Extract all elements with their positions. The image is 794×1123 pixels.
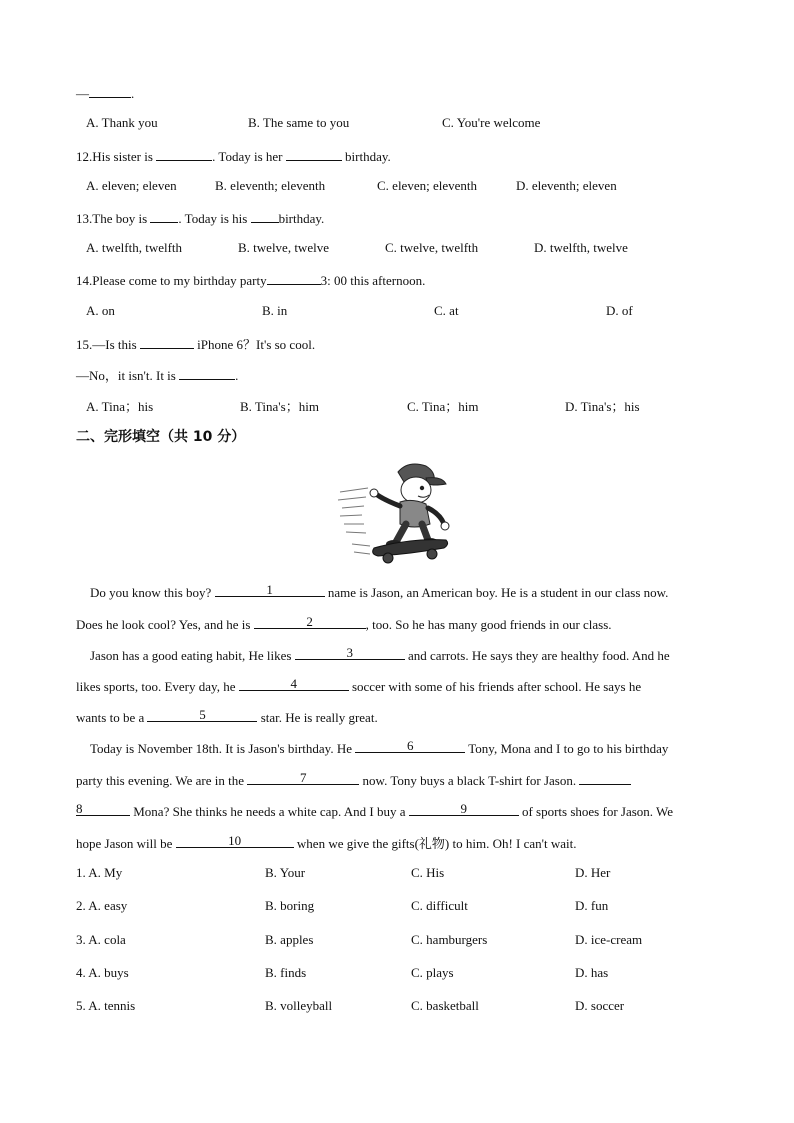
- answer-blank[interactable]: [251, 209, 279, 223]
- q15-option-a[interactable]: A. Tina；his: [86, 399, 154, 414]
- question-13: 13.The boy is . Today is his birthday.: [76, 211, 325, 226]
- cloze-blank-9[interactable]: 9: [409, 802, 519, 816]
- q13-option-c[interactable]: C. twelve, twelfth: [385, 240, 479, 255]
- cloze-blank-5[interactable]: 5: [147, 708, 257, 722]
- passage-line-7: party this evening. We are in the 7 now. Tony buys a black T-shirt for Jason.: [76, 771, 631, 789]
- cloze-1-option-b[interactable]: B. Your: [265, 865, 306, 880]
- q15-option-b[interactable]: B. Tina's；him: [240, 399, 319, 414]
- cloze-2-option-d[interactable]: D. fun: [575, 898, 609, 913]
- passage-line-5: wants to be a 5 star. He is really great.: [76, 707, 378, 725]
- question-15-reply: —No，it isn't. It is .: [76, 368, 239, 383]
- cloze-blank-1[interactable]: 1: [215, 583, 325, 597]
- q13-option-a[interactable]: A. twelfth, twelfth: [86, 240, 183, 255]
- question-14: 14.Please come to my birthday party 3: 00 this afternoon.: [76, 273, 426, 288]
- cloze-5-option-c[interactable]: C. basketball: [411, 998, 479, 1013]
- answer-blank[interactable]: [267, 271, 321, 285]
- q11-option-a[interactable]: A. Thank you: [86, 115, 158, 130]
- cloze-blank-10[interactable]: 10: [176, 834, 294, 848]
- q12-option-b[interactable]: B. eleventh; eleventh: [215, 178, 326, 193]
- cloze-blank-8[interactable]: 8: [76, 802, 130, 816]
- q14-option-b[interactable]: B. in: [262, 303, 288, 318]
- cloze-5-option-a[interactable]: 5. A. tennis: [76, 998, 136, 1013]
- q15-option-c[interactable]: C. Tina；him: [407, 399, 479, 414]
- q12-option-a[interactable]: A. eleven; eleven: [86, 178, 177, 193]
- answer-blank[interactable]: [89, 84, 131, 98]
- question-12: 12.His sister is . Today is her birthday.: [76, 149, 391, 164]
- q13-option-d[interactable]: D. twelfth, twelve: [534, 240, 628, 255]
- cloze-2-option-a[interactable]: 2. A. easy: [76, 898, 128, 913]
- cloze-3-option-d[interactable]: D. ice-cream: [575, 932, 643, 947]
- q11-option-c[interactable]: C. You're welcome: [442, 115, 541, 130]
- passage-line-1: Do you know this boy? 1 name is Jason, an American boy. He is a student in our class now.: [90, 582, 669, 600]
- cloze-5-option-d[interactable]: D. soccer: [575, 998, 625, 1013]
- q11-answer-line: — .: [76, 86, 135, 101]
- cloze-blank-4[interactable]: 4: [239, 677, 349, 691]
- cloze-blank-8-start[interactable]: [579, 771, 631, 785]
- q12-option-c[interactable]: C. eleven; eleventh: [377, 178, 477, 193]
- q12-option-d[interactable]: D. eleventh; eleven: [516, 178, 617, 193]
- cloze-4-option-a[interactable]: 4. A. buys: [76, 965, 129, 980]
- passage-line-4: likes sports, too. Every day, he 4 soccer with some of his friends after school. He says he: [76, 676, 642, 694]
- cloze-5-option-b[interactable]: B. volleyball: [265, 998, 333, 1013]
- cloze-2-option-c[interactable]: C. difficult: [411, 898, 468, 913]
- q14-option-d[interactable]: D. of: [606, 303, 633, 318]
- passage-line-8: 8 Mona? She thinks he needs a white cap. And I buy a 9 of sports shoes for Jason. We: [76, 801, 674, 819]
- cloze-blank-3[interactable]: 3: [295, 646, 405, 660]
- cloze-blank-6[interactable]: 6: [355, 739, 465, 753]
- passage-line-9: hope Jason will be 10 when we give the gifts(礼物) to him. Oh! I can't wait.: [76, 833, 577, 851]
- q14-option-a[interactable]: A. on: [86, 303, 115, 318]
- cloze-4-option-c[interactable]: C. plays: [411, 965, 454, 980]
- cloze-3-option-c[interactable]: C. hamburgers: [411, 932, 488, 947]
- question-15: 15.—Is this iPhone 6？It's so cool.: [76, 337, 316, 352]
- answer-blank[interactable]: [140, 335, 194, 349]
- answer-blank[interactable]: [156, 147, 212, 161]
- passage-line-2: Does he look cool? Yes, and he is 2 , too. So he has many good friends in our class.: [76, 614, 612, 632]
- cloze-1-option-a[interactable]: 1. A. My: [76, 865, 123, 880]
- q13-option-b[interactable]: B. twelve, twelve: [238, 240, 329, 255]
- cloze-blank-7[interactable]: 7: [247, 771, 359, 785]
- cloze-3-option-a[interactable]: 3. A. cola: [76, 932, 126, 947]
- cloze-1-option-c[interactable]: C. His: [411, 865, 445, 880]
- cloze-4-option-b[interactable]: B. finds: [265, 965, 307, 980]
- answer-blank[interactable]: [150, 209, 178, 223]
- skateboard-boy-illustration: [334, 458, 456, 570]
- cloze-2-option-b[interactable]: B. boring: [265, 898, 315, 913]
- passage-line-3: Jason has a good eating habit, He likes 3 and carrots. He says they are healthy food. And he: [90, 645, 670, 663]
- cloze-3-option-b[interactable]: B. apples: [265, 932, 314, 947]
- cloze-4-option-d[interactable]: D. has: [575, 965, 609, 980]
- answer-blank[interactable]: [179, 366, 235, 380]
- section-heading: 二、完形填空（共 10 分）: [76, 429, 246, 445]
- q15-option-d[interactable]: D. Tina's；his: [565, 399, 640, 414]
- answer-blank[interactable]: [286, 147, 342, 161]
- q14-option-c[interactable]: C. at: [434, 303, 459, 318]
- passage-line-6: Today is November 18th. It is Jason's birthday. He 6 Tony, Mona and I to go to his birthday: [90, 738, 669, 756]
- cloze-blank-2[interactable]: 2: [254, 615, 366, 629]
- cloze-1-option-d[interactable]: D. Her: [575, 865, 611, 880]
- q11-option-b[interactable]: B. The same to you: [248, 115, 350, 130]
